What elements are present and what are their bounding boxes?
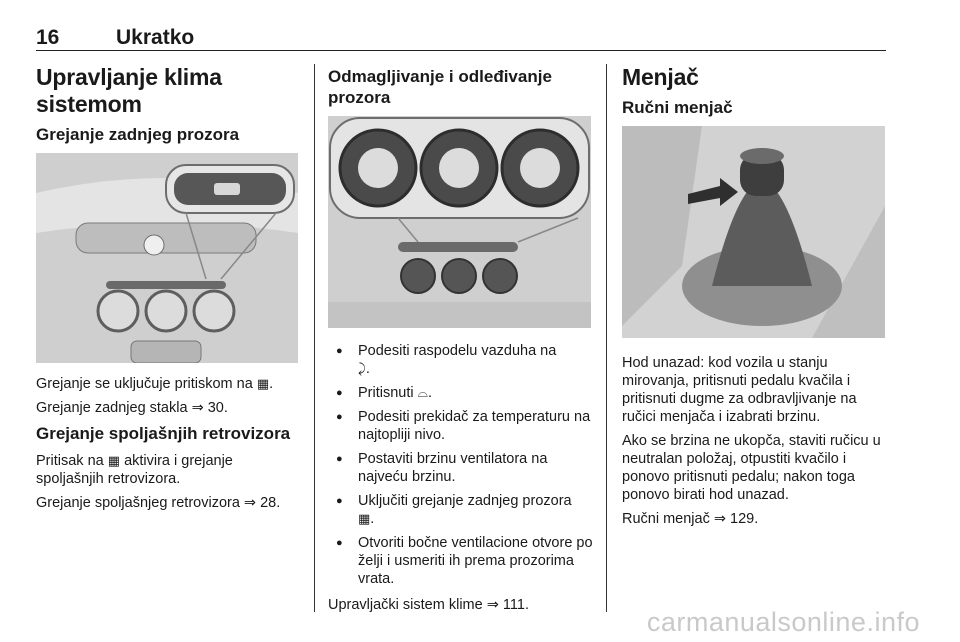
list-item: ● Pritisnuti ⌓. bbox=[328, 384, 593, 402]
list-item: ● Uključiti grejanje zadnjeg prozora ▦. bbox=[328, 492, 593, 528]
defog-steps-list bbox=[328, 342, 593, 588]
subheading-rear-window: Grejanje zadnjeg prozora bbox=[36, 125, 240, 144]
list-item: ● Otvoriti bočne ventilacione otvore po želji i usmeriti ih prema prozorima vrata. bbox=[328, 534, 593, 588]
rear-window-heat-icon: ▦ bbox=[256, 376, 270, 391]
watermark: carmanualsonline.info bbox=[646, 607, 920, 637]
para-rear-heat-ref: Grejanje zadnjeg stakla ⇒ 30. bbox=[36, 400, 228, 416]
column-defog bbox=[328, 56, 593, 620]
para-mirror-ref: Grejanje spoljašnjeg retrovizora ⇒ 28. bbox=[36, 495, 281, 511]
para-mirror-heat: Pritisak na ▦ aktivira i grejanje spoljašnjih retrovizora. bbox=[36, 453, 233, 487]
para-gear-fail: Ako se brzina ne ukopča, staviti ručicu u neutralan položaj, otpustiti kvačilo i ponovo pritisnuti pedalu; nakon toga ponovo birati hod unazad. bbox=[622, 433, 881, 503]
dashboard-rear-heat-figure bbox=[36, 153, 298, 363]
column-climate bbox=[36, 56, 300, 518]
page-header bbox=[36, 26, 886, 51]
para-climate-ref: Upravljački sistem klime ⇒ 111. bbox=[328, 597, 529, 613]
rear-window-heat-icon: ▦ bbox=[358, 511, 371, 526]
subheading-manual: Ručni menjač bbox=[622, 98, 733, 117]
section-heading-defog: Odmagljivanje i odleđivanje prozora bbox=[328, 67, 552, 107]
list-item: ● Postaviti brzinu ventilatora na najveću brzinu. bbox=[328, 450, 593, 486]
list-item: ● Podesiti prekidač za temperaturu na najtopliji nivo. bbox=[328, 408, 593, 444]
para-rear-heat-on: Grejanje se uključuje pritiskom na ▦. bbox=[36, 376, 274, 392]
gear-lever-figure bbox=[622, 126, 885, 338]
windscreen-defrost-icon: ⌓ bbox=[417, 385, 428, 400]
column-divider-left bbox=[314, 64, 315, 612]
running-title: Ukratko bbox=[116, 26, 195, 49]
column-divider-right bbox=[606, 64, 607, 612]
para-manual-ref: Ručni menjač ⇒ 129. bbox=[622, 511, 759, 527]
section-heading-climate: Upravljanje klima sistemom bbox=[36, 64, 222, 117]
list-item: ● Podesiti raspodelu vazduha na ⤸. bbox=[328, 342, 593, 378]
page-number: 16 bbox=[36, 26, 60, 49]
climate-controls-figure bbox=[328, 116, 591, 328]
rear-window-heat-icon: ▦ bbox=[107, 453, 121, 468]
air-distribution-icon: ⤸ bbox=[358, 361, 366, 376]
para-reverse: Hod unazad: kod vozila u stanju mirovanja, pritisnuti pedalu kvačila i pritisnuti dugme za odbravljivanje na ručici menjača i izabrati brzinu. bbox=[622, 355, 857, 425]
subheading-mirrors: Grejanje spoljašnjih retrovizora bbox=[36, 424, 291, 443]
column-transmission bbox=[622, 56, 890, 534]
section-heading-transmission: Menjač bbox=[622, 64, 699, 90]
